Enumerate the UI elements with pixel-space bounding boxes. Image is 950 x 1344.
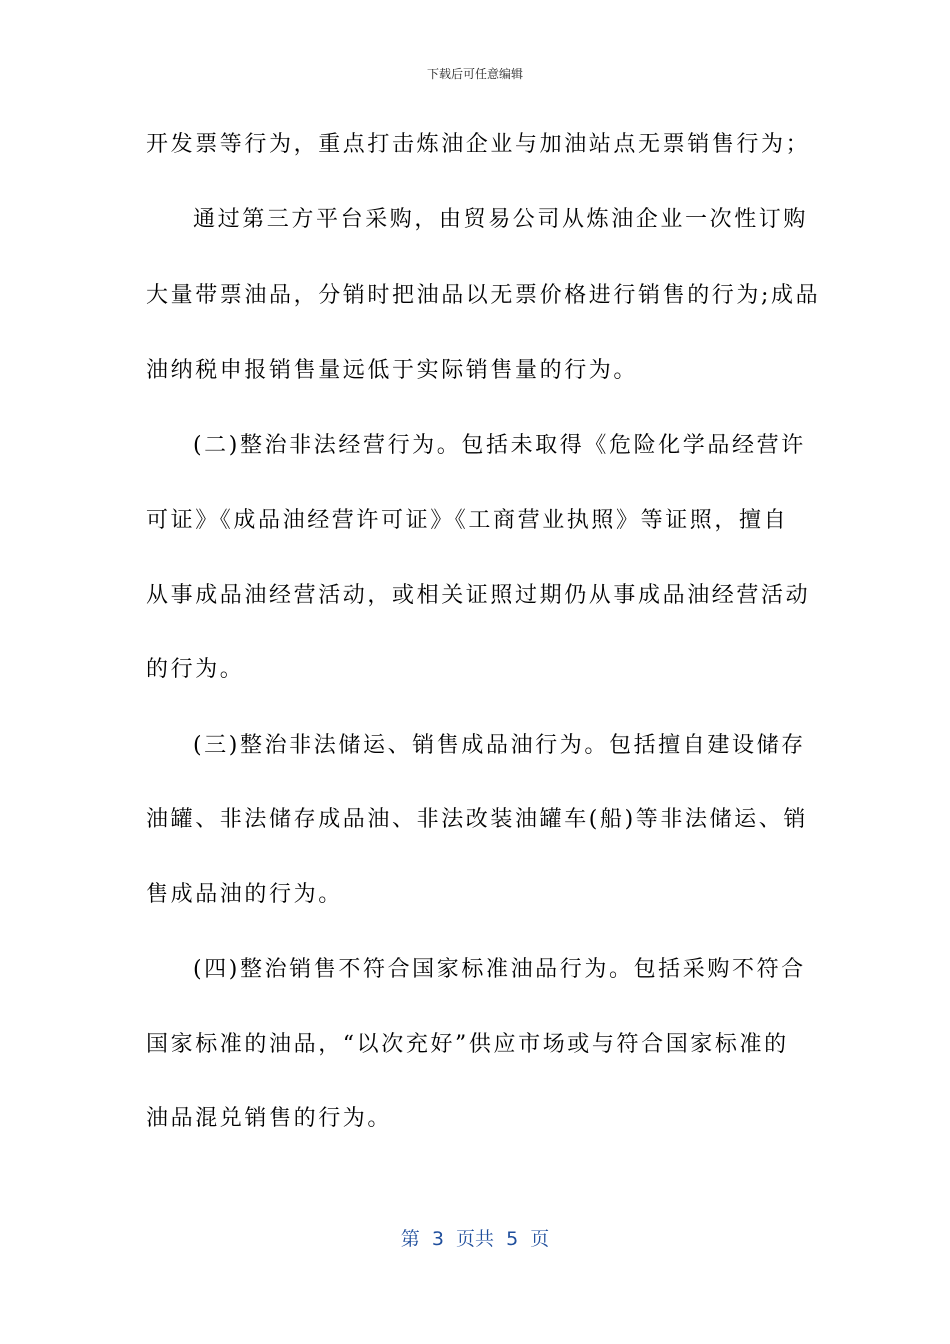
text-line: 油品混兑销售的行为。: [146, 1106, 393, 1131]
text-line: 从事成品油经营活动，或相关证照过期仍从事成品油经营活动: [146, 583, 811, 608]
text-line: (二)整治非法经营行为。包括未取得《危险化学品经营许: [193, 433, 806, 458]
text-line: 可证》《成品油经营许可证》《工商营业执照》等证照，擅自: [146, 508, 789, 533]
text-line: 油纳税申报销售量远低于实际销售量的行为。: [146, 358, 639, 383]
page-number-footer: 第 3 页共 5 页: [400, 1228, 550, 1250]
text-line: 售成品油的行为。: [146, 882, 343, 907]
text-line: 的行为。: [146, 657, 245, 682]
text-line: 通过第三方平台采购，由贸易公司从炼油企业一次性订购: [193, 207, 809, 232]
text-line: 国家标准的油品，“以次充好”供应市场或与符合国家标准的: [146, 1032, 789, 1057]
text-line: 大量带票油品，分销时把油品以无票价格进行销售的行为;成品: [146, 283, 821, 308]
text-line: 油罐、非法储存成品油、非法改装油罐车(船)等非法储运、销: [146, 807, 808, 832]
text-line: (四)整治销售不符合国家标准油品行为。包括采购不符合: [193, 957, 806, 982]
text-line: 开发票等行为，重点打击炼油企业与加油站点无票销售行为；: [146, 132, 811, 157]
text-line: (三)整治非法储运、销售成品油行为。包括擅自建设储存: [193, 733, 806, 758]
page-header: 下载后可任意编辑: [426, 67, 523, 81]
